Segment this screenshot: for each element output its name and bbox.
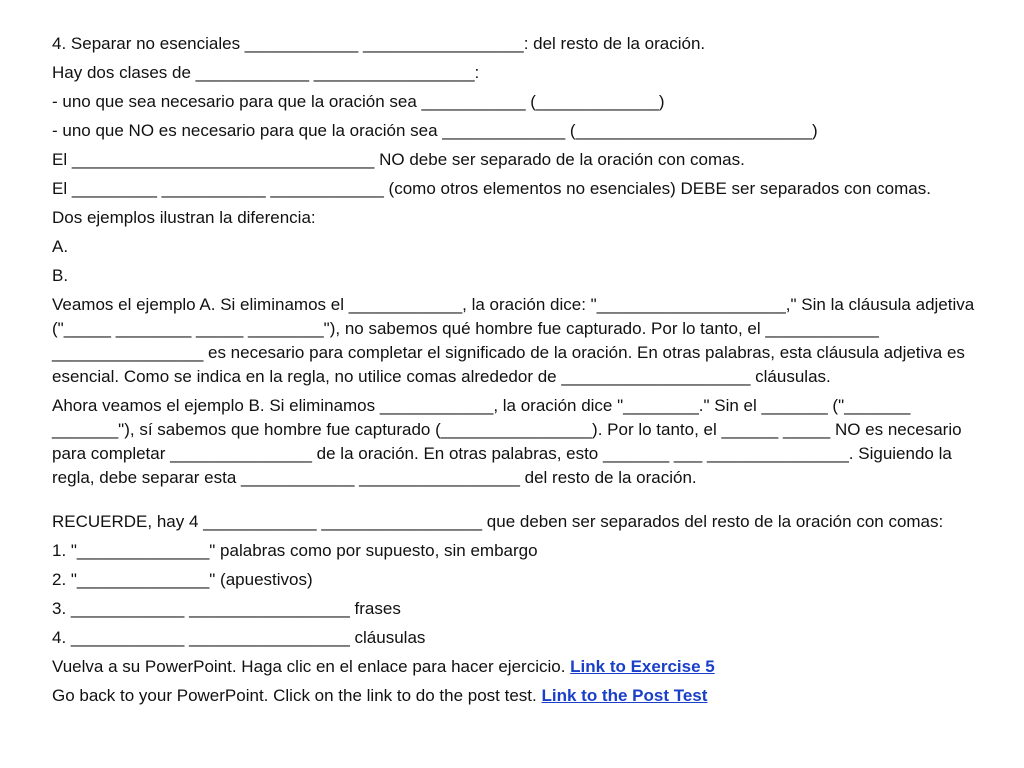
list-item: 2. "______________" (apuestivos) bbox=[52, 570, 313, 589]
recuerde-line: RECUERDE, hay 4 ____________ _________________ que deben ser separados del resto de la oración con comas: bbox=[52, 512, 944, 531]
exercise-text: Vuelva a su PowerPoint. Haga clic en el enlace para hacer ejercicio. bbox=[52, 657, 571, 676]
posttest-line bbox=[52, 684, 992, 708]
list-item: 3. ____________ _________________ frases bbox=[52, 599, 401, 618]
exercise-5-link[interactable]: Link to Exercise 5 bbox=[570, 657, 715, 676]
text-line: Dos ejemplos ilustran la diferencia: bbox=[52, 208, 316, 227]
text-line: El _________ ___________ ____________ (como otros elementos no esenciales) DEBE ser separados con comas. bbox=[52, 179, 931, 198]
rule-heading: 4. Separar no esenciales ____________ _________________: del resto de la oración. bbox=[52, 34, 706, 53]
list-item: 1. "______________" palabras como por supuesto, sin embargo bbox=[52, 541, 538, 560]
exercise-line bbox=[52, 655, 992, 679]
example-a-label: A. bbox=[52, 237, 69, 256]
example-b-label: B. bbox=[52, 266, 69, 285]
text-line: Hay dos clases de ____________ _________________: bbox=[52, 63, 480, 82]
paragraph-example-b: Ahora veamos el ejemplo B. Si eliminamos ____________, la oración dice "________." Sin el _______ ("_______ _______"), sí sabemos que hombre fue capturado (________________). Por lo tanto, el ______ _____ NO es necesario para completar _______________ de la oración. En otras palabras, esto _______ ___ _______________. Siguiendo la regla, debe separar esta ____________ _________________ del resto de la oración. bbox=[52, 396, 962, 487]
worksheet-document bbox=[52, 32, 992, 713]
list-item: 4. ____________ _________________ cláusulas bbox=[52, 628, 426, 647]
text-line: - uno que NO es necesario para que la oración sea _____________ (_________________________) bbox=[52, 121, 818, 140]
post-test-link[interactable]: Link to the Post Test bbox=[541, 686, 708, 705]
text-line: - uno que sea necesario para que la oración sea ___________ (_____________) bbox=[52, 92, 665, 111]
text-line: El ________________________________ NO debe ser separado de la oración con comas. bbox=[52, 150, 745, 169]
posttest-text: Go back to your PowerPoint. Click on the link to do the post test. bbox=[52, 686, 542, 705]
paragraph-example-a: Veamos el ejemplo A. Si eliminamos el ____________, la oración dice: "____________________," Sin la cláusula adjetiva ("_____ ________ _____ ________"), no sabemos qué hombre fue capturado. Por lo tanto, el ____________ ________________ es necesario para completar el significado de la oración. En otras palabras, esta cláusula adjetiva es esencial. Como se indica en la regla, no utilice comas alrededor de ____________________ cláusulas. bbox=[52, 295, 975, 386]
